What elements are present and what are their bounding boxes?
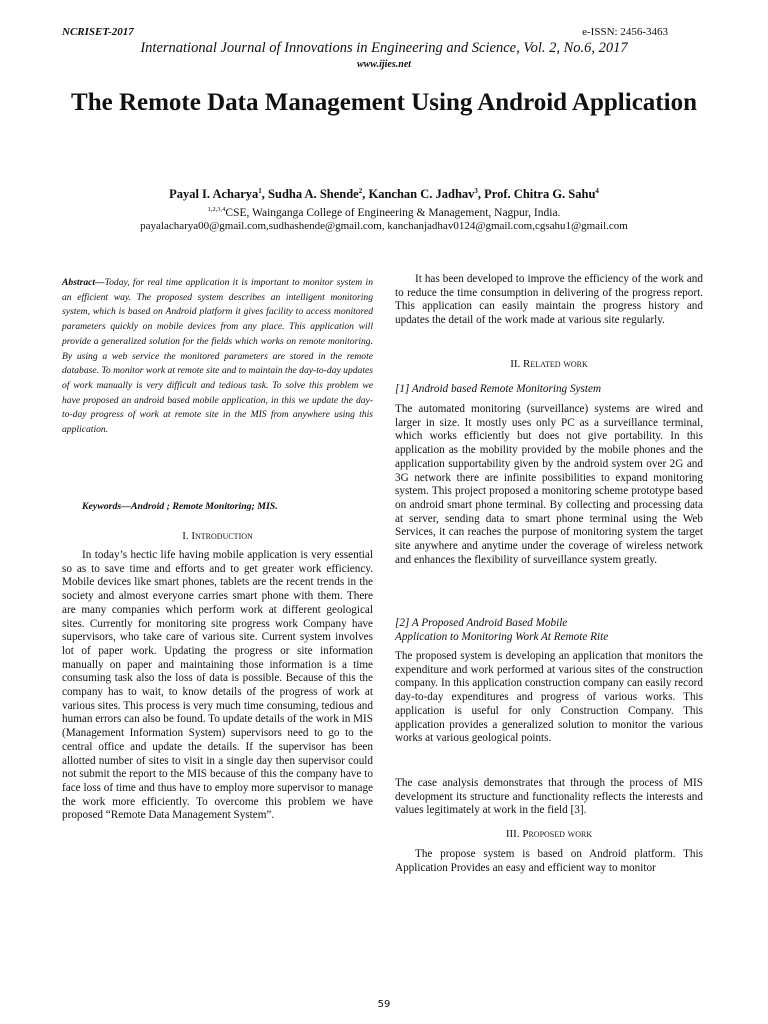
author-sep: , bbox=[477, 187, 485, 202]
author-list bbox=[40, 187, 728, 202]
author-name: Payal I. Acharya bbox=[169, 187, 259, 202]
subsection-title-1: [1] Android based Remote Monitoring System bbox=[395, 383, 602, 395]
affiliation bbox=[40, 206, 728, 219]
subsection-title-2-line2: Application to Monitoring Work At Remote Rite bbox=[395, 630, 609, 643]
subsection-title-2 bbox=[395, 617, 703, 644]
subsection-text-2: The proposed system is developing an application that monitors the expenditure and work performed at various sites of the construction company. In this application construction company can easily record day-to-day expenditures and progress of various works. This application is useful for only Construction Company. This application provides a generalized solution to monitor the various works at various geological points. bbox=[395, 650, 703, 745]
introduction-text: In today’s hectic life having mobile application is very essential so as to save time and efforts and to get greater work efficiency. Mobile devices like smart phones, tablets are the recent trends in the society and almost everyone carries smart phone with them. There are many companies which perform work at different geological sites. Currently for monitoring site progress work Company have supervisors, who take care of various site. Current system involves lot of paper work. Updating the progress or site information manually on paper and maintaining those information is a time consuming task also the loss of data is possible. Because of this the company has to wait, to know details of the progress of work at various sites. This process is very much time consuming, tedious and human errors can also be found. To update details of the work in MIS (Management Information System) supervisors need to go to the central office and update the details. If the supervisor has been allotted number of sites to visit in a single day then supervisor could not submit the report to the MIS because of this the company have to face loss of time and thus have to employ more supervisor to manage the work more efficiently. To overcome this problem we have proposed “Remote Data Management System”. bbox=[62, 549, 373, 822]
section-heading-proposed-work: III. Proposed work bbox=[505, 828, 593, 840]
author-sep: , bbox=[261, 187, 269, 202]
author-name: Kanchan C. Jadhav bbox=[368, 187, 475, 202]
affiliation-sup: 1,2,3,4 bbox=[207, 206, 226, 213]
subsection-title-2-line1: [2] A Proposed Android Based Mobile bbox=[395, 617, 568, 629]
abstract bbox=[62, 276, 373, 438]
author-name: Prof. Chitra G. Sahu bbox=[484, 187, 596, 202]
author-sup: 1 bbox=[258, 187, 262, 195]
conference-label: NCRISET-2017 bbox=[62, 26, 134, 38]
subsection-text-1: The automated monitoring (surveillance) systems are wired and larger in size. It mostly uses only PC as a surveillance terminal, which works efficiently but does not give portability. In this application as the mobility provided by the mobile phones and the application supportability given by the android system over 2G and 3G network there are infinite possibilities to expand monitoring system. This project proposed a monitoring scheme prototype based on android smart phone terminal. By collecting and processing data at server, sending data to smart phone terminal using the Web Services, it can reaches the purpose of monitoring system the target site anywhere and anytime under the coverage of wireless network and enhances the flexibility of surveillance system greatly. bbox=[395, 403, 703, 566]
paper-title: The Remote Data Management Using Android Application bbox=[71, 89, 697, 116]
page-number: 59 bbox=[377, 999, 391, 1010]
introduction-continued-text: It has been developed to improve the efficiency of the work and to reduce the time consumption in delivering of the progress report. This application can easily maintain the progress history and updates the detail of the work made at various site regularly. bbox=[395, 273, 703, 327]
issn-label: e-ISSN: 2456-3463 bbox=[582, 26, 668, 38]
author-sup: 2 bbox=[358, 187, 363, 195]
affiliation-text: CSE, Wainganga College of Engineering & Management, Nagpur, India. bbox=[225, 206, 561, 219]
abstract-text: Today, for real time application it is important to monitor system in an efficient way. The proposed system describes an intelligent monitoring system, which is based on Android platform it gives facility to access monitored parameters quickly on mobile devices from any place. This application will provide a generalized solution for the fields which works on remote monitoring. By using a web service the monitored parameters are stored in the remote database. To monitor work at remote site and to maintain the day-to-day updates of work manually is very difficult and tedious task. To solve this problem we have proposed an android based mobile application, in this we update the day-to-day progress of work at remote site in the MIS from anywhere using this application. bbox=[62, 277, 373, 436]
author-sup: 3 bbox=[474, 187, 478, 195]
case-analysis-text: The case analysis demonstrates that through the process of MIS development its structure and functionality reflects the interests and values legitimately at work in the field [3]. bbox=[395, 777, 703, 817]
author-emails: payalacharya00@gmail.com,sudhashende@gmail.com, kanchanjadhav0124@gmail.com,cgsahu1@gmail.com bbox=[140, 220, 628, 232]
author-sep: , bbox=[362, 187, 369, 202]
keywords: Keywords—Android ; Remote Monitoring; MIS. bbox=[82, 501, 278, 512]
journal-title: International Journal of Innovations in Engineering and Science, Vol. 2, No.6, 2017 bbox=[140, 40, 628, 56]
author-name: Sudha A. Shende bbox=[268, 187, 359, 202]
section-heading-related-work: II. Related work bbox=[510, 358, 588, 370]
journal-website: www.ijies.net bbox=[356, 59, 412, 70]
section-heading-introduction: I. Introduction bbox=[182, 530, 253, 542]
proposed-work-text: The propose system is based on Android platform. This Application Provides an easy and efficient way to monitor bbox=[395, 848, 703, 874]
author-sup: 4 bbox=[595, 187, 599, 195]
abstract-label: Abstract— bbox=[62, 277, 105, 288]
